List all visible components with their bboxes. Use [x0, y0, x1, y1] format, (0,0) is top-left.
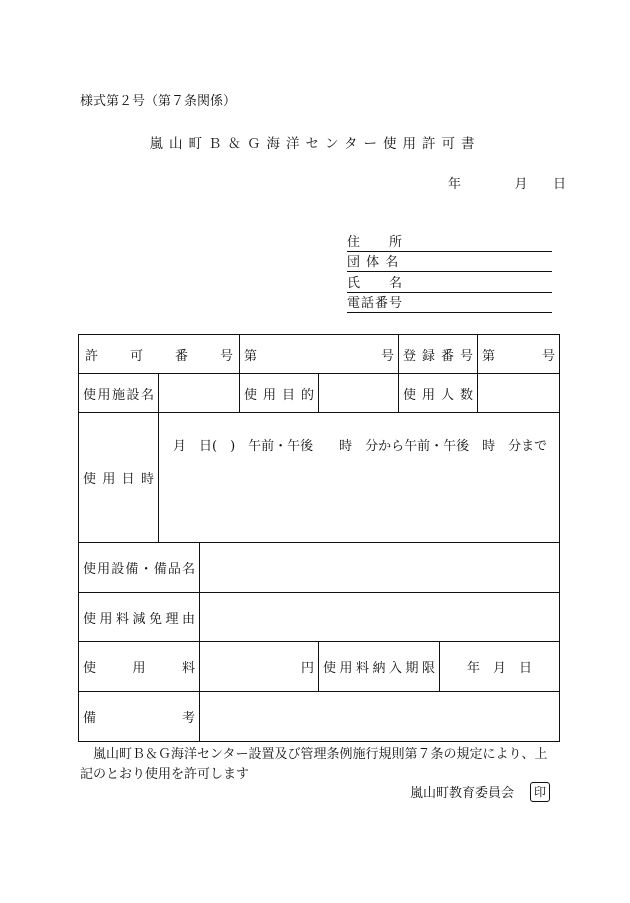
deadline-value: 年 月 日 [467, 661, 533, 676]
date-month: 月 [514, 177, 528, 192]
datetime-value-cell [159, 413, 560, 543]
fee-yen: 円 [300, 661, 314, 676]
permit-number-cell [240, 335, 399, 374]
reduction-label-cell [79, 593, 200, 642]
reduction-label: 使用料減免理由 [83, 611, 195, 627]
table-row [79, 593, 560, 642]
applicant-address-label: 住 所 [347, 235, 404, 250]
applicant-group-line [347, 254, 552, 272]
fee-label-cell [79, 642, 200, 692]
equipment-value-cell [200, 543, 560, 593]
facility-label: 使用施設名 [83, 387, 154, 403]
permit-number-label: 許可番号 [85, 348, 233, 364]
table-row [79, 413, 560, 543]
fee-label: 使用料 [83, 661, 195, 676]
facility-value-cell [159, 374, 240, 413]
remarks-label: 備考 [83, 711, 195, 726]
datetime-value: 月 日( ) 午前・午後 時 分から午前・午後 時 分まで [173, 439, 548, 454]
people-value-cell [478, 374, 560, 413]
table-row [79, 543, 560, 593]
form-number: 様式第２号（第７条関係） [80, 94, 237, 109]
registration-number-label: 登録番号 [403, 348, 474, 364]
permission-notice: 嵐山町Ｂ＆Ｇ海洋センター設置及び管理条例施行規則第７条の規定により、上記のとおり使用を許可します [80, 747, 548, 782]
permit-table [78, 334, 560, 742]
seal-mark: 印 [530, 782, 550, 802]
permit-number-gou: 号 [380, 348, 394, 364]
purpose-value-cell [319, 374, 399, 413]
table-row [79, 692, 560, 742]
issue-date [448, 177, 566, 193]
registration-number-label-cell [399, 335, 478, 374]
purpose-label: 使用目的 [244, 387, 314, 403]
applicant-name-label: 氏 名 [347, 276, 404, 291]
applicant-phone-label: 電話番号 [347, 296, 404, 311]
facility-label-cell [79, 374, 159, 413]
reduction-value-cell [200, 593, 560, 642]
applicant-address-line [347, 234, 552, 252]
deadline-label-cell [319, 642, 440, 692]
equipment-label: 使用設備・備品名 [83, 562, 195, 577]
registration-number-gou: 号 [542, 348, 556, 364]
date-year: 年 [448, 177, 462, 192]
table-row [79, 374, 560, 413]
table-row [79, 335, 560, 374]
equipment-label-cell [79, 543, 200, 593]
remarks-value-cell [200, 692, 560, 742]
applicant-group-label: 団 体 名 [347, 255, 400, 270]
purpose-label-cell [240, 374, 319, 413]
applicant-name-line [347, 275, 552, 293]
deadline-value-cell [440, 642, 560, 692]
datetime-label: 使用日時 [83, 472, 154, 487]
people-label-cell [399, 374, 478, 413]
remarks-label-cell [79, 692, 200, 742]
deadline-label: 使用料納入期限 [323, 661, 435, 676]
issuer-name: 嵐山町教育委員会 [410, 786, 515, 801]
people-label: 使用人数 [403, 387, 474, 403]
table-row [79, 642, 560, 692]
permit-number-dai: 第 [244, 348, 258, 364]
fee-value-cell [200, 642, 319, 692]
registration-number-dai: 第 [482, 348, 496, 364]
form-title: 嵐山町Ｂ＆Ｇ海洋センター使用許可書 [149, 136, 481, 152]
datetime-label-cell [79, 413, 159, 543]
date-day: 日 [552, 177, 566, 192]
permit-number-label-cell [79, 335, 240, 374]
applicant-phone-line [347, 295, 552, 313]
registration-number-cell [478, 335, 560, 374]
